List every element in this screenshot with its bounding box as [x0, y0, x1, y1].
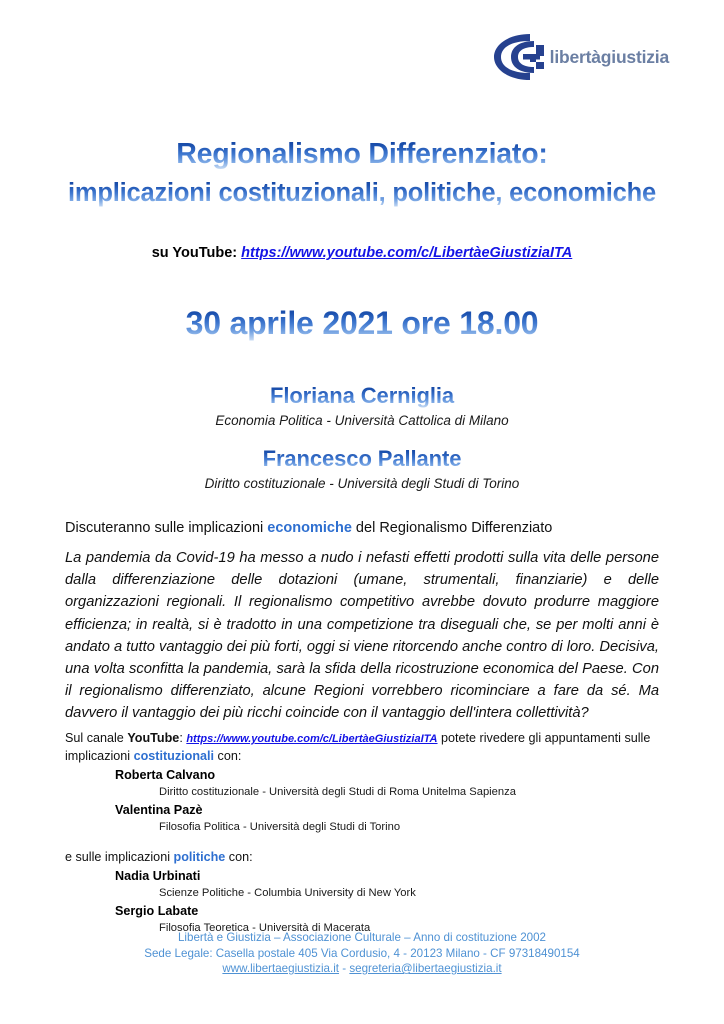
channel-highlight-politiche: politiche — [173, 850, 226, 864]
speaker-entry — [0, 445, 724, 494]
list-item — [65, 868, 659, 901]
speakers-list — [0, 382, 724, 494]
channel-intro — [65, 730, 659, 765]
speaker-name: Francesco Pallante — [0, 445, 724, 473]
youtube-line — [0, 245, 724, 261]
channel-url-link[interactable]: https://www.youtube.com/c/LibertàeGiustiziaITA — [186, 733, 438, 745]
discussion-post: del Regionalismo Differenziato — [351, 520, 553, 536]
channel-youtube-word: YouTube — [127, 731, 180, 745]
channel-highlight-costituzionali: costituzionali — [133, 749, 215, 763]
logo-wordmark: libertàgiustizia — [549, 46, 669, 67]
past-speaker-name: Roberta Calvano — [115, 768, 216, 782]
speaker-name: Floriana Cerniglia — [0, 382, 724, 410]
list-item — [65, 767, 659, 800]
list-item — [65, 802, 659, 835]
past-speaker-name: Nadia Urbinati — [115, 869, 201, 883]
title-line-1: Regionalismo Differenziato: — [0, 136, 724, 172]
past-events-section — [65, 730, 659, 936]
discussion-highlight: economiche — [267, 520, 352, 536]
footer-link-separator: - — [339, 962, 350, 975]
speaker-spacer — [0, 431, 724, 445]
abstract-paragraph: La pandemia da Covid-19 ha messo a nudo i nefasti effetti prodotti sulla vita delle persone dalla differenziazione delle dotazioni (umane, strumentali, finanziarie) e delle organizzazioni regionali. Il regionalismo competitivo avrebbe dovuto produrre maggiore efficienza; in realtà, si è tradotto in una competizione tra diseguali che, se per molti anni è andato a tutto vantaggio dei più forti, oggi si viene ritorcendo anche contro di loro. Decisiva, una volta sconfitta la pandemia, sarà la sfida della ricostruzione economica del Paese. Con il regionalismo differenziato, alcune Regioni vorrebbero ricominciare a fare da sé. Ma davvero il vantaggio dei più ricchi coincide con il vantaggio dell'intera collettività? — [65, 550, 659, 722]
past-speaker-name: Sergio Labate — [115, 904, 199, 918]
discussion-pre: Discuteranno sulle implicazioni — [65, 520, 268, 536]
politiche-post: con: — [225, 850, 253, 864]
speaker-affiliation: Diritto costituzionale - Università degli Studi di Torino — [204, 476, 520, 491]
event-datetime: 30 aprile 2021 ore 18.00 — [0, 302, 724, 344]
speaker-entry — [0, 382, 724, 431]
footer-line-1: Libertà e Giustizia – Associazione Culturale – Anno di costituzione 2002 — [177, 931, 546, 944]
body-content — [65, 518, 659, 725]
libertagiustizia-logo-mark — [490, 30, 552, 84]
footer-links — [0, 961, 724, 977]
channel-colon: : — [179, 731, 187, 745]
past-speaker-name: Valentina Pazè — [115, 803, 203, 817]
page-footer — [0, 930, 724, 977]
youtube-channel-link[interactable]: https://www.youtube.com/c/LibertàeGiustiziaITA — [241, 245, 573, 261]
politiche-intro — [65, 849, 659, 866]
past-speaker-affiliation: Filosofia Politica - Università degli Studi di Torino — [159, 821, 401, 833]
channel-intro-post: potete rivedere gli appuntamenti sulle implicazioni — [65, 731, 651, 763]
footer-website-link[interactable]: www.libertaegiustizia.it — [222, 962, 340, 975]
past-speaker-affiliation: Diritto costituzionale - Università degli Studi di Roma Unitelma Sapienza — [159, 786, 516, 798]
past-speaker-affiliation: Filosofia Teoretica - Università di Macerata — [159, 922, 371, 934]
channel-intro-end: con: — [214, 749, 242, 763]
footer-email-link[interactable]: segreteria@libertaegiustizia.it — [349, 962, 502, 975]
page-title — [0, 136, 724, 210]
footer-line-2: Sede Legale: Casella postale 405 Via Cordusio, 4 - 20123 Milano - CF 97318490154 — [144, 946, 580, 960]
youtube-label: su YouTube: — [151, 245, 238, 261]
organization-logo — [490, 30, 669, 84]
channel-intro-pre: Sul canale — [65, 731, 128, 745]
past-speaker-affiliation: Scienze Politiche - Columbia University di New York — [159, 887, 416, 899]
title-line-2: implicazioni costituzionali, politiche, economiche — [0, 176, 724, 210]
discussion-line — [65, 518, 659, 538]
politiche-pre: e sulle implicazioni — [65, 850, 174, 864]
speaker-affiliation: Economia Politica - Università Cattolica di Milano — [215, 413, 509, 428]
section-spacer — [65, 835, 659, 849]
